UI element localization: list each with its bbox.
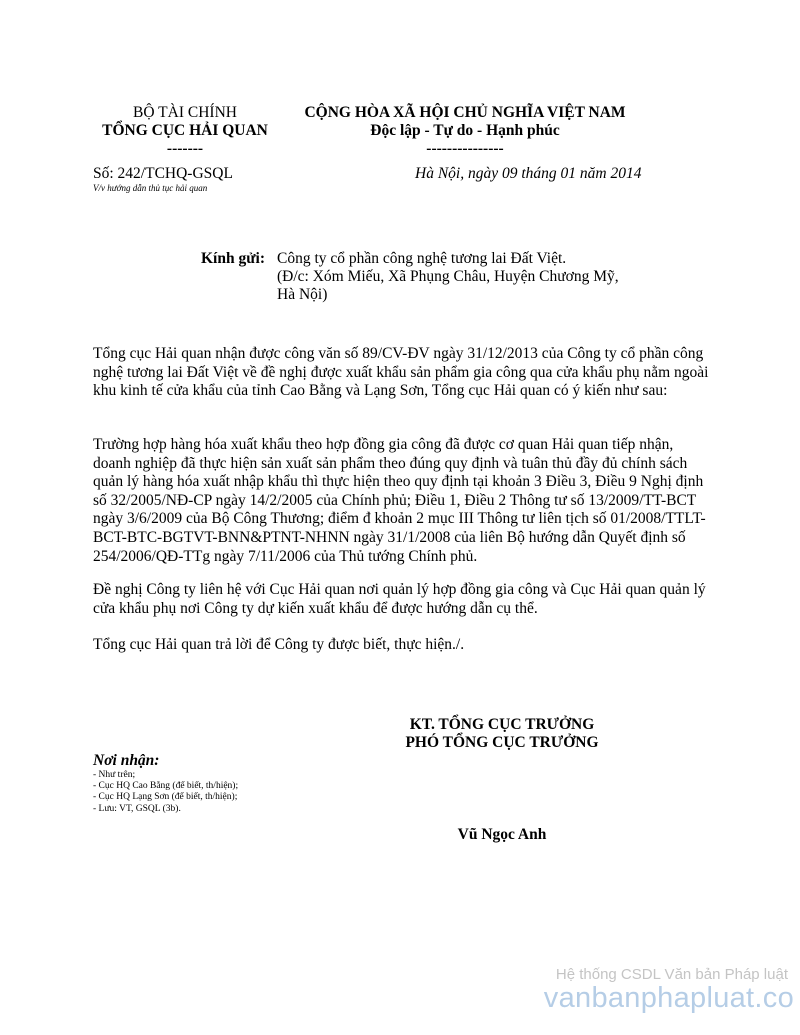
recipient-line: (Đ/c: Xóm Miếu, Xã Phụng Châu, Huyện Chương Mỹ, (277, 268, 619, 285)
distribution-item: - Cục HQ Cao Bằng (để biết, th/hiện); (93, 781, 239, 792)
distribution-heading: Nơi nhận: (93, 752, 160, 769)
ministry-name: BỘ TÀI CHÍNH (133, 104, 237, 121)
header-right (290, 104, 640, 158)
place-date: Hà Nội, ngày 09 tháng 01 năm 2014 (415, 165, 642, 182)
document-number: Số: 242/TCHQ-GSQL (93, 165, 233, 182)
nation-title: CỘNG HÒA XÃ HỘI CHỦ NGHĨA VIỆT NAM (304, 104, 626, 121)
recipient-block (277, 250, 697, 304)
document-subject: V/v hướng dẫn thủ tục hải quan (93, 183, 208, 193)
watermark-site: vanbanphapluat.co (543, 982, 794, 1014)
distribution-item: - Cục HQ Lạng Sơn (để biết, th/hiện); (93, 792, 238, 803)
recipient-line: Công ty cổ phần công nghệ tương lai Đất Việt. (277, 250, 567, 267)
body-paragraph: Đề nghị Công ty liên hệ với Cục Hải quan nơi quản lý hợp đồng gia công và Cục Hải quan quản lý cửa khẩu phụ nơi Công ty dự kiến xuất khẩu để được hướng dẫn cụ thể. (93, 581, 706, 617)
header-left-separator: ------- (166, 140, 204, 157)
distribution-item: - Lưu: VT, GSQL (3b). (93, 803, 181, 814)
watermark-caption: Hệ thống CSDL Văn bản Pháp luật (555, 966, 788, 983)
distribution-item: - Như trên; (93, 770, 136, 780)
national-motto: Độc lập - Tự do - Hạnh phúc (370, 122, 560, 139)
signature-block (372, 716, 632, 752)
recipient-line: Hà Nội) (277, 286, 328, 303)
header-left (85, 104, 285, 158)
body-paragraph: Trường hợp hàng hóa xuất khẩu theo hợp đồng gia công đã được cơ quan Hải quan tiếp nhận, doanh nghiệp đã thực hiện sản xuất sản phẩm theo đúng quy định và tuân thủ đầy đủ chính sách quản lý hàng hóa xuất nhập khẩu thì thực hiện theo quy định tại khoản 3 Điều 3, Điều 9 Nghị định số 32/2005/NĐ-CP ngày 14/2/2005 của Chính phủ; Điều 1, Điều 2 Thông tư số 13/2009/TT-BCT ngày 3/6/2009 của Bộ Công Thương; điểm đ khoản 2 mục III Thông tư liên tịch số 01/2008/TTLT-BCT-BTC-BGTVT-BNN&PTNT-NHNN ngày 31/1/2008 của liên Bộ hướng dẫn Quyết định số 254/2006/QĐ-TTg ngày 7/11/2006 của Thủ tướng Chính phủ. (93, 436, 706, 565)
signature-title-line2: PHÓ TỔNG CỤC TRƯỞNG (405, 734, 599, 751)
body-paragraph: Tổng cục Hải quan trả lời để Công ty được biết, thực hiện./. (93, 636, 465, 653)
distribution-list (93, 770, 238, 815)
department-name: TỔNG CỤC HẢI QUAN (102, 122, 268, 139)
body-paragraph: Tổng cục Hải quan nhận được công văn số 89/CV-ĐV ngày 31/12/2013 của Công ty cổ phần công nghệ tương lai Đất Việt về đề nghị được xuất khẩu sản phẩm gia công qua cửa khẩu phụ nằm ngoài khu kinh tế cửa khẩu của tỉnh Cao Bằng và Lạng Sơn, Tổng cục Hải quan có ý kiến như sau: (93, 345, 709, 400)
recipient-label: Kính gửi: (201, 250, 265, 267)
header-right-separator: --------------- (426, 140, 504, 157)
signature-title-line1: KT. TỔNG CỤC TRƯỞNG (409, 716, 595, 733)
signer-name: Vũ Ngọc Anh (457, 826, 547, 843)
